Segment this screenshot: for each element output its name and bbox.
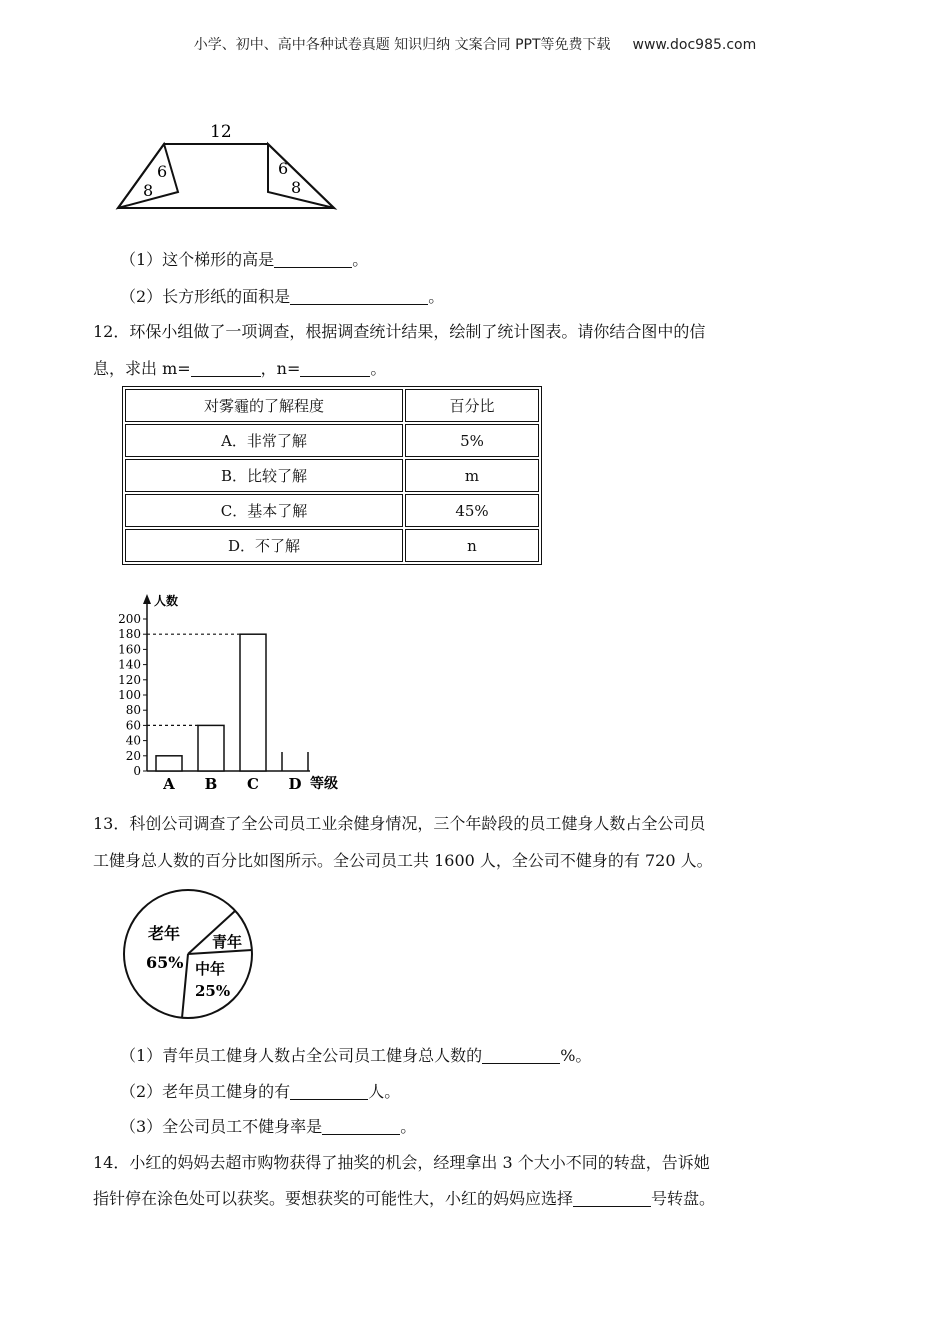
pie-pct-middle: 25% — [195, 982, 231, 1000]
table-row — [125, 424, 539, 457]
top-length-label: 12 — [210, 122, 232, 142]
q12-m-text: 息，求出 m= — [93, 359, 191, 378]
table-cell: 5% — [405, 424, 539, 457]
bar-C — [240, 634, 266, 771]
q12-m-blank[interactable] — [191, 360, 261, 377]
bar-chart — [110, 590, 360, 795]
q13-line2: 工健身总人数的百分比如图所示。全公司员工共 1600 人，全公司不健身的有 720 人。 — [93, 851, 713, 870]
table-header-row — [125, 389, 539, 422]
y-tick-label: 60 — [125, 718, 141, 733]
y-tick-label: 100 — [118, 688, 141, 702]
y-tick-label: 200 — [118, 612, 141, 626]
table-cell: C．基本了解 — [125, 494, 403, 527]
table-cell: D．不了解 — [125, 529, 403, 562]
pie-pct-old: 65% — [146, 953, 184, 972]
table-cell: m — [405, 459, 539, 492]
chart-reference-lines — [147, 634, 240, 725]
q14-line2 — [93, 1186, 715, 1209]
y-tick-label: 40 — [125, 733, 141, 748]
q13-line1: 13．科创公司调查了全公司员工业余健身情况，三个年龄段的员工健身人数占全公司员 — [93, 814, 706, 833]
q13-sub2 — [120, 1079, 400, 1102]
table-row — [125, 529, 539, 562]
q13-sub3-blank[interactable] — [322, 1118, 400, 1135]
category-label-D: D — [288, 775, 302, 793]
header-text: 小学、初中、高中各种试卷真题 知识归纳 文案合同 PPT等免费下载 — [193, 37, 611, 53]
table-header-cell: 百分比 — [405, 389, 539, 422]
right-base-label: 8 — [291, 178, 302, 197]
pie-label-old: 老年 — [148, 924, 181, 943]
y-tick-label: 160 — [118, 642, 141, 657]
pie-chart — [118, 884, 263, 1024]
q11-sub1-text: （1）这个梯形的高是 — [120, 250, 275, 269]
q13-sub3 — [120, 1114, 416, 1137]
survey-table — [122, 386, 542, 565]
q12-line1: 12．环保小组做了一项调查，根据调查统计结果，绘制了统计图表。请你结合图中的信 — [93, 322, 706, 341]
y-tick-label: 120 — [118, 672, 141, 687]
pie-label-young: 青年 — [212, 933, 243, 951]
q12-n-blank[interactable] — [300, 360, 370, 377]
q13-sub2-end: 人。 — [368, 1082, 401, 1101]
y-tick-label: 20 — [125, 748, 141, 763]
bar-A — [156, 756, 182, 771]
q11-sub2-text: （2）长方形纸的面积是 — [120, 287, 291, 306]
page-header — [0, 34, 950, 54]
q11-sub1-end: 。 — [352, 250, 369, 269]
q14-blank[interactable] — [573, 1190, 651, 1207]
q13-sub2-text: （2）老年员工健身的有 — [120, 1082, 291, 1101]
q12-end: 。 — [370, 359, 387, 378]
q14-text: 指针停在涂色处可以获奖。要想获奖的可能性大，小红的妈妈应选择 — [93, 1189, 574, 1208]
q12-n-text: ，n= — [260, 359, 301, 378]
q11-sub2 — [120, 284, 444, 307]
category-label-B: B — [204, 775, 218, 793]
q13-sub1 — [120, 1043, 591, 1066]
table-cell: B．比较了解 — [125, 459, 403, 492]
chart-ylabel: 人数 — [154, 594, 179, 608]
chart-bars — [156, 634, 308, 771]
bar-B — [198, 725, 224, 771]
right-leg-label: 6 — [278, 159, 289, 178]
left-base-label: 8 — [143, 181, 154, 200]
table-cell: 45% — [405, 494, 539, 527]
category-label-C: C — [247, 775, 259, 793]
q13-sub3-text: （3）全公司员工不健身率是 — [120, 1117, 323, 1136]
y-tick-label: 80 — [125, 703, 141, 718]
y-tick-label: 0 — [133, 764, 141, 778]
chart-ticks — [118, 612, 147, 778]
q11-sub1-blank[interactable] — [274, 251, 352, 268]
q11-sub2-blank[interactable] — [290, 288, 428, 305]
table-row — [125, 459, 539, 492]
q12-line2 — [93, 356, 386, 379]
header-url[interactable]: www.doc985.com — [632, 37, 757, 53]
q13-sub3-end: 。 — [400, 1117, 417, 1136]
q14-line1: 14．小红的妈妈去超市购物获得了抽奖的机会，经理拿出 3 个大小不同的转盘，告诉她 — [93, 1153, 710, 1172]
table-cell: n — [405, 529, 539, 562]
pie-label-middle: 中年 — [195, 960, 226, 978]
trapezoid-figure — [110, 118, 345, 218]
q13-sub1-blank[interactable] — [482, 1047, 560, 1064]
table-row — [125, 494, 539, 527]
table-header-cell: 对雾霾的了解程度 — [125, 389, 403, 422]
q14-end: 号转盘。 — [651, 1189, 716, 1208]
y-tick-label: 140 — [118, 657, 141, 672]
q13-sub1-text: （1）青年员工健身人数占全公司员工健身总人数的 — [120, 1046, 483, 1065]
q11-sub1 — [120, 247, 368, 270]
q11-sub2-end: 。 — [428, 287, 445, 306]
q13-sub1-end: %。 — [560, 1046, 592, 1065]
y-axis-arrow — [143, 594, 151, 604]
y-tick-label: 180 — [118, 627, 141, 642]
q13-sub2-blank[interactable] — [290, 1083, 368, 1100]
chart-xlabel: 等级 — [310, 776, 338, 792]
table-cell: A．非常了解 — [125, 424, 403, 457]
chart-axes — [143, 594, 310, 771]
category-label-A: A — [163, 775, 175, 793]
chart-categories — [162, 775, 301, 793]
left-leg-label: 6 — [157, 162, 168, 181]
